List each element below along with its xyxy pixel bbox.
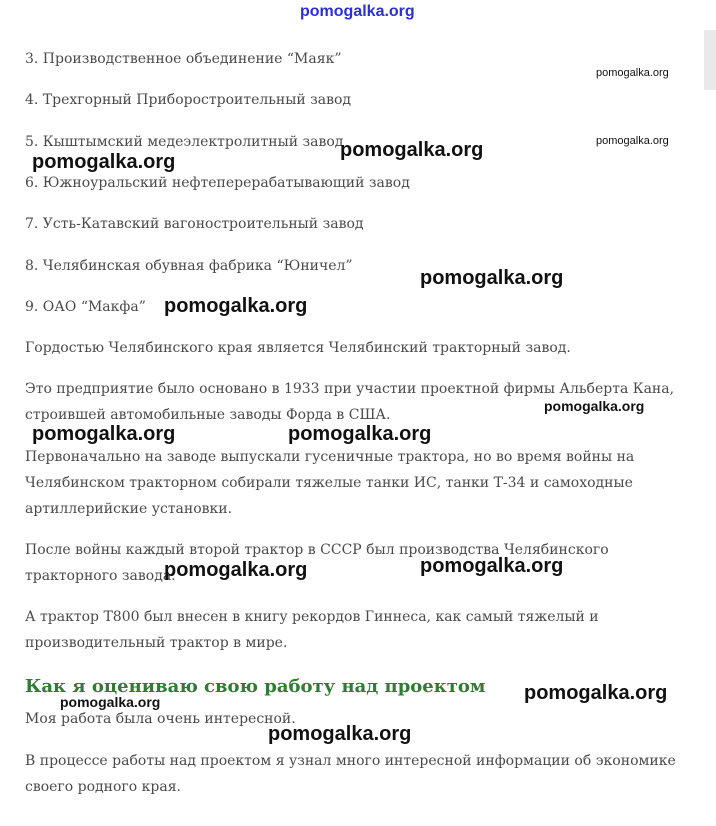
paragraph: Первоначально на заводе выпускали гусеничные трактора, но во время войны на Челябинском тракторном собирали тяжелые танки ИС, танки Т-34 и самоходные артиллерийские установки. [25, 449, 635, 517]
watermark: pomogalka.org [268, 723, 412, 745]
watermark: pomogalka.org [544, 398, 645, 414]
list-item: 9. ОАО “Макфа” [25, 299, 146, 315]
list-item: 6. Южноуральский нефтеперерабатывающий завод [25, 175, 410, 191]
watermark: pomogalka.org [60, 694, 161, 710]
top-watermark: pomogalka.org [300, 3, 415, 20]
list-item: 3. Производственное объединение “Маяк” [25, 51, 342, 67]
paragraph: После войны каждый второй трактор в СССР был производства Челябинского тракторного завода. [25, 542, 609, 584]
list-item: 8. Челябинская обувная фабрика “Юничел” [25, 258, 353, 274]
watermark: pomogalka.org [288, 423, 432, 445]
paragraph: Это предприятие было основано в 1933 при участии проектной фирмы Альберта Кана, строившей автомобильные заводы Форда в США. [25, 381, 675, 423]
paragraph: Гордостью Челябинского края является Челябинский тракторный завод. [25, 340, 571, 356]
scrollbar-edge[interactable] [704, 30, 716, 90]
list-item: 4. Трехгорный Приборостроительный завод [25, 92, 352, 108]
paragraph: А трактор Т800 был внесен в книгу рекордов Гиннеса, как самый тяжелый и производительный трактор в мире. [25, 609, 599, 651]
watermark: pomogalka.org [32, 151, 176, 173]
next-heading-cut [25, 814, 31, 826]
watermark: pomogalka.org [164, 559, 308, 581]
watermark: pomogalka.org [164, 295, 308, 317]
watermark: pomogalka.org [420, 555, 564, 577]
watermark: pomogalka.org [420, 267, 564, 289]
watermark: pomogalka.org [596, 135, 669, 147]
watermark: pomogalka.org [32, 423, 176, 445]
list-item: 5. Кыштымский медеэлектролитный завод [25, 134, 344, 150]
watermark: pomogalka.org [596, 67, 669, 79]
section-paragraph: В процессе работы над проектом я узнал много интересной информации об экономике своего родного края. [25, 753, 676, 795]
watermark: pomogalka.org [340, 139, 484, 161]
list-item: 7. Усть-Катавский вагоностроительный завод [25, 216, 364, 232]
watermark: pomogalka.org [524, 682, 668, 704]
section-paragraph: Моя работа была очень интересной. [25, 711, 296, 727]
section-heading: Как я оцениваю свою работу над проектом [25, 676, 486, 697]
